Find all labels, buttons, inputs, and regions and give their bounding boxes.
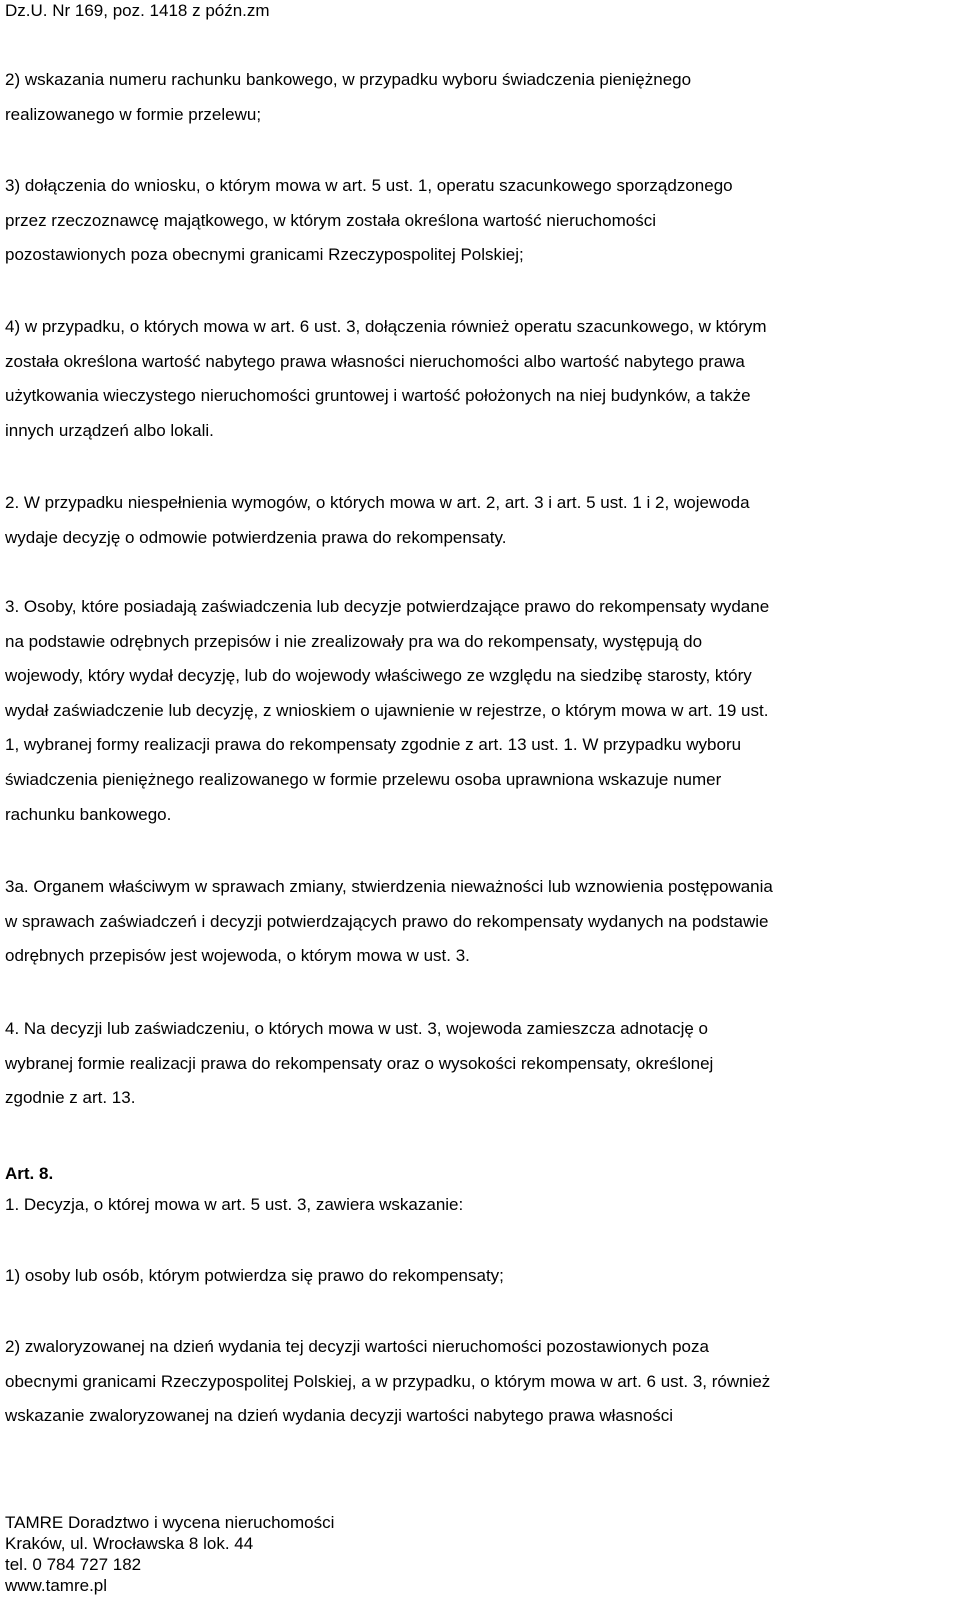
footer-phone: tel. 0 784 727 182 (5, 1555, 142, 1574)
text-line: 2) zwaloryzowanej na dzień wydania tej decyzji wartości nieruchomości pozostawionych poza (5, 1337, 709, 1356)
text-line: wybranej formie realizacji prawa do rekompensaty oraz o wysokości rekompensaty, określonej (5, 1053, 714, 1073)
paragraph-ust-3 (5, 590, 940, 832)
paragraph-ust-4 (5, 1012, 940, 1116)
text-line: 3a. Organem właściwym w sprawach zmiany, stwierdzenia nieważności lub wznowienia postępowania (5, 877, 773, 896)
text-line: zgodnie z art. 13. (5, 1088, 136, 1108)
text-line: odrębnych przepisów jest wojewoda, o którym mowa w ust. 3. (5, 946, 470, 966)
text-line: innych urządzeń albo lokali. (5, 420, 214, 440)
text-line: została określona wartość nabytego prawa własności nieruchomości albo wartość nabytego prawa (5, 351, 745, 371)
text-line: 4. Na decyzji lub zaświadczeniu, o których mowa w ust. 3, wojewoda zamieszcza adnotację o (5, 1019, 709, 1038)
list-item-1 (5, 1259, 940, 1294)
text-line: wskazanie zwaloryzowanej na dzień wydania decyzji wartości nabytego prawa własności (5, 1406, 674, 1426)
text-line: wojewody, który wydał decyzję, lub do wojewody właściwego ze względu na siedzibę starosty, który (5, 666, 752, 686)
text-line: 4) w przypadku, o których mowa w art. 6 ust. 3, dołączenia również operatu szacunkowego, w którym (5, 317, 767, 336)
text-line: realizowanego w formie przelewu; (5, 104, 262, 124)
footer-address: Kraków, ul. Wrocławska 8 lok. 44 (5, 1534, 254, 1553)
footer-company: TAMRE Doradztwo i wycena nieruchomości (5, 1513, 335, 1532)
page-footer (5, 1512, 334, 1596)
text-line: przez rzeczoznawcę majątkowego, w którym została określona wartość nieruchomości (5, 210, 656, 230)
text-line: 2) wskazania numeru rachunku bankowego, w przypadku wyboru świadczenia pieniężnego (5, 70, 692, 89)
text-line: 1) osoby lub osób, którym potwierdza się prawo do rekompensaty; (5, 1266, 504, 1285)
paragraph-ust-3a (5, 870, 940, 974)
text-line: na podstawie odrębnych przepisów i nie zrealizowały pra wa do rekompensaty, występują do (5, 631, 703, 651)
list-item-2 (5, 1330, 940, 1434)
article-first-line: 1. Decyzja, o której mowa w art. 5 ust. 3, zawiera wskazanie: (5, 1195, 464, 1214)
text-line: pozostawionych poza obecnymi granicami Rzeczypospolitej Polskiej; (5, 245, 524, 265)
text-line: rachunku bankowego. (5, 804, 172, 824)
paragraph-ust-2 (5, 486, 940, 555)
text-line: 2. W przypadku niespełnienia wymogów, o których mowa w art. 2, art. 3 i art. 5 ust. 1 i 2, wojewoda (5, 493, 750, 512)
paragraph-item-3 (5, 169, 940, 273)
paragraph-item-4 (5, 310, 940, 448)
text-line: wydał zaświadczenie lub decyzję, z wnioskiem o ujawnienie w rejestrze, o którym mowa w art. 19 ust. (5, 700, 769, 720)
text-line: 3. Osoby, które posiadają zaświadczenia lub decyzje potwierdzające prawo do rekompensaty wydane (5, 597, 770, 616)
text-line: świadczenia pieniężnego realizowanego w formie przelewu osoba uprawniona wskazuje numer (5, 769, 722, 789)
article-heading: Art. 8. (5, 1164, 54, 1183)
footer-website: www.tamre.pl (5, 1576, 108, 1595)
text-line: 3) dołączenia do wniosku, o którym mowa w art. 5 ust. 1, operatu szacunkowego sporządzonego (5, 176, 733, 195)
text-line: w sprawach zaświadczeń i decyzji potwierdzających prawo do rekompensaty wydanych na podstawie (5, 911, 769, 931)
text-line: wydaje decyzję o odmowie potwierdzenia prawa do rekompensaty. (5, 527, 507, 547)
running-head: Dz.U. Nr 169, poz. 1418 z późn.zm (5, 1, 270, 20)
text-line: użytkowania wieczystego nieruchomości gruntowej i wartość położonych na niej budynków, a także (5, 386, 751, 406)
text-line: 1, wybranej formy realizacji prawa do rekompensaty zgodnie z art. 13 ust. 1. W przypadku wyboru (5, 735, 742, 755)
paragraph-item-2 (5, 63, 940, 132)
text-line: obecnymi granicami Rzeczypospolitej Polskiej, a w przypadku, o którym mowa w art. 6 ust. 3, również (5, 1371, 771, 1391)
